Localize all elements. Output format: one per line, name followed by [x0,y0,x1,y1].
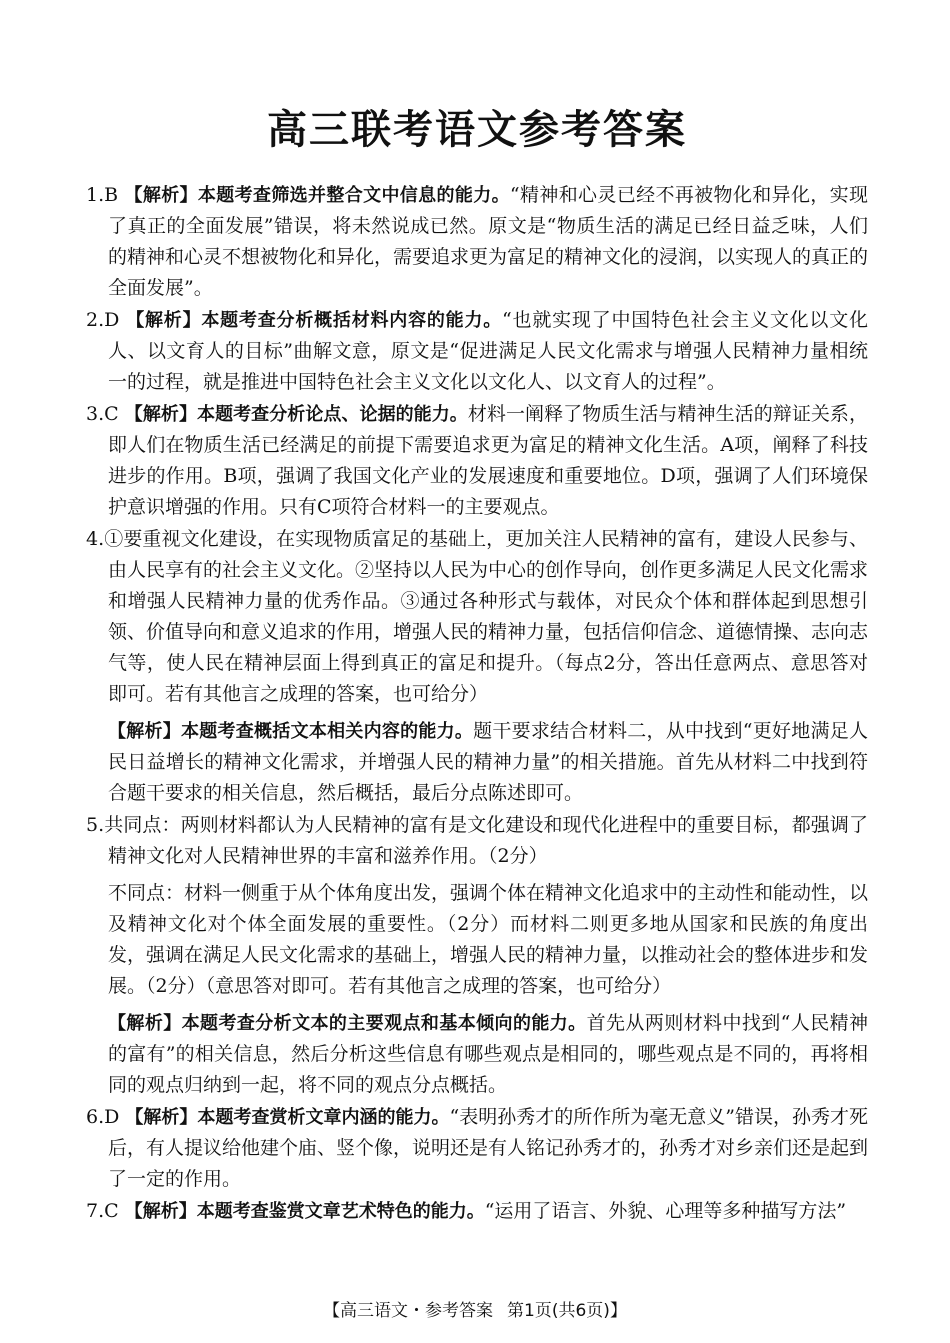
answer-item-2 [86,305,868,398]
analysis-tag: 【解析】本题考查分析论点、论据的能力。 [124,404,468,425]
footer-doc-label: 【高三语文・参考答案 [323,1301,494,1321]
item-number: 6.D [86,1106,120,1128]
item-text: “表明孙秀才的所作所为毫无意义”错误，孙秀才死后，有人提议给他建个庙、竖个像，说明还是有人铭记孙秀才的，孙秀才对乡亲们还是起到了一定的作用。 [108,1106,869,1190]
answer-item-4 [86,524,868,710]
answer-item-1 [86,180,868,304]
item-answer: ①要重视文化建设，在实现物质富足的基础上，更加关注人民精神的富有，建设人民参与、由人民享有的社会主义文化。②坚持以人民为中心的创作导向，创作更多满足人民文化需求和增强人民精神力量的优秀作品。③通过各种形式与载体，对民众个体和群体起到思想引领、价值导向和意义追求的作用，增强人民的精神力量，包括信仰信念、道德情操、志向志气等，使人民在精神层面上得到真正的富足和提升。（每点2分，答出任意两点、意思答对即可。若有其他言之成理的答案，也可给分） [104,528,869,705]
answer-item-4-analysis [86,716,868,809]
analysis-tag: 【解析】本题考查分析文本的主要观点和基本倾向的能力。 [108,1013,587,1034]
item-number: 2.D [86,309,120,331]
analysis-tag: 【解析】本题考查概括文本相关内容的能力。 [108,721,474,742]
item-number: 3.C [86,403,119,425]
analysis-tag: 【解析】本题考查筛选并整合文中信息的能力。 [124,185,510,206]
analysis-tag: 【解析】本题考查分析概括材料内容的能力。 [126,310,503,331]
item-number: 7.C [86,1200,119,1222]
answer-item-7 [86,1196,868,1227]
page-footer [0,1296,950,1321]
item-number: 4. [86,528,105,550]
difference-text: 不同点：材料一侧重于从个体角度出发，强调个体在精神文化追求中的主动性和能动性，以及精神文化对个体全面发展的重要性。（2分）而材料二则更多地从国家和民族的角度出发，强调在满足人民文化需求的基础上，增强人民的精神力量，以推动社会的整体进步和发展。（2分）（意思答对即可。若有其他言之成理的答案，也可给分） [108,882,869,997]
analysis-text: 首先从两则材料中找到“人民精神的富有”的相关信息，然后分析这些信息有哪些观点是相同的，哪些观点是不同的，再将相同的观点归纳到一起，将不同的观点分点概括。 [108,1012,869,1096]
answer-body [86,180,868,1227]
item-text: “精神和心灵已经不再被物化和异化，实现了真正的全面发展”错误，将未然说成已然。原文是“物质生活的满足已经日益乏味，人们的精神和心灵不想被物化和异化，需要追求更为富足的精神文化的浸润，以实现人的真正的全面发展”。 [108,184,869,299]
analysis-tag: 【解析】本题考查赏析文章内涵的能力。 [125,1107,450,1128]
answer-item-5-analysis [86,1008,868,1101]
page-title: 高三联考语文参考答案 [267,107,687,153]
item-number: 1.B [86,184,119,206]
analysis-text: 题干要求结合材料二，从中找到“更好地满足人民日益增长的精神文化需求，并增强人民的精神力量”的相关措施。首先从材料二中找到符合题干要求的相关信息，然后概括，最后分点陈述即可。 [108,720,868,804]
footer-page-number: 第1页(共6页)】 [507,1301,627,1321]
analysis-tag: 【解析】本题考查鉴赏文章艺术特色的能力。 [124,1201,485,1222]
answer-item-5-differences [86,878,868,1002]
answer-item-3 [86,399,868,523]
item-number: 5. [86,814,105,836]
answer-item-5 [86,810,868,872]
answer-item-6 [86,1102,868,1195]
similarity-text: 共同点：两则材料都认为人民精神的富有是文化建设和现代化进程中的重要目标，都强调了精神文化对人民精神世界的丰富和滋养作用。（2分） [104,814,868,867]
item-text: “运用了语言、外貌、心理等多种描写方法” [484,1200,847,1222]
item-text: 材料一阐释了物质生活与精神生活的辩证关系，即人们在物质生活已经满足的前提下需要追求更为富足的精神文化生活。A项，阐释了科技进步的作用。B项，强调了我国文化产业的发展速度和重要地位。D项，强调了人们环境保护意识增强的作用。只有C项符合材料一的主要观点。 [108,403,868,518]
item-text: “也就实现了中国特色社会主义文化以文化人、以文育人的目标”曲解文意，原文是“促进满足人民文化需求与增强人民精神力量相统一的过程，就是推进中国特色社会主义文化以文化人、以文育人的过程”。 [108,309,869,393]
